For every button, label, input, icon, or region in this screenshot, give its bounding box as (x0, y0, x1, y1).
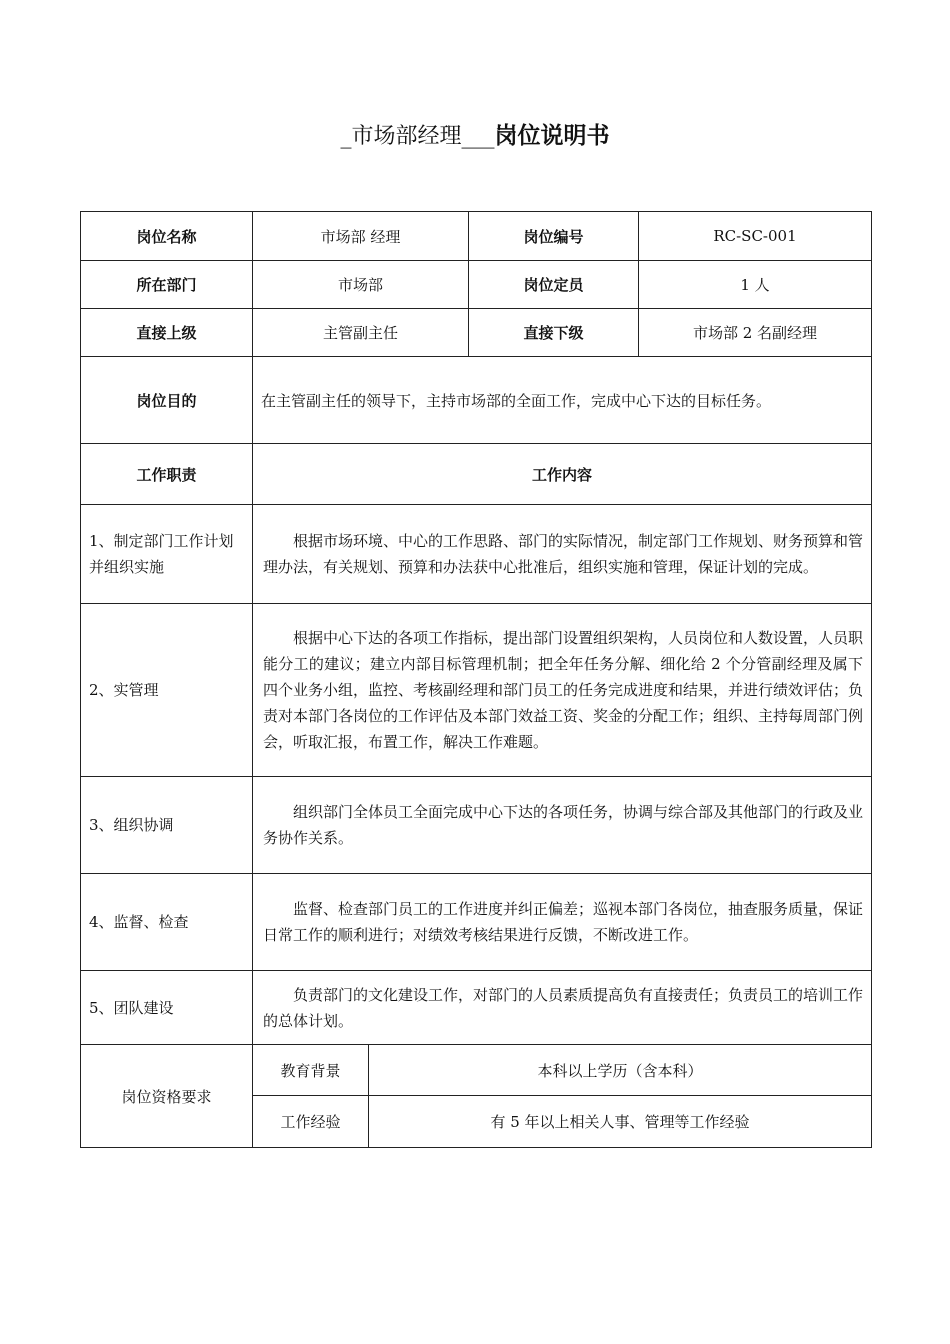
duty-title-2: 2、实管理 (81, 604, 253, 777)
superior-value: 主管副主任 (253, 309, 469, 357)
row-purpose (81, 357, 872, 444)
position-name-value: 市场部 经理 (253, 212, 469, 261)
headcount-label: 岗位定员 (469, 261, 639, 309)
document-title (0, 120, 950, 153)
row-duties-header (81, 444, 872, 505)
title-main: 岗位说明书 (494, 123, 610, 149)
position-code-value: RC-SC-001 (639, 212, 872, 261)
headcount-value: 1 人 (639, 261, 872, 309)
duty-row-2 (81, 604, 872, 777)
duty-row-3 (81, 777, 872, 874)
duty-row-4 (81, 874, 872, 971)
duty-row-5 (81, 971, 872, 1045)
duty-title-3: 3、组织协调 (81, 777, 253, 874)
duty-title-5: 5、团队建设 (81, 971, 253, 1045)
subordinate-value: 市场部 2 名副经理 (639, 309, 872, 357)
duty-content-5: 负责部门的文化建设工作，对部门的人员素质提高负有直接责任；负责员工的培训工作的总体计划。 (253, 971, 872, 1045)
qualification-name-experience: 工作经验 (253, 1096, 369, 1148)
duty-content-4: 监督、检查部门员工的工作进度并纠正偏差；巡视本部门各岗位，抽查服务质量，保证日常工作的顺利进行；对绩效考核结果进行反馈，不断改进工作。 (253, 874, 872, 971)
job-description-table (80, 211, 872, 1148)
duty-content-1: 根据市场环境、中心的工作思路、部门的实际情况，制定部门工作规划、财务预算和管理办法，有关规划、预算和办法获中心批准后，组织实施和管理，保证计划的完成。 (253, 505, 872, 604)
position-name-label: 岗位名称 (81, 212, 253, 261)
superior-label: 直接上级 (81, 309, 253, 357)
row-position-name (81, 212, 872, 261)
title-prefix: _市场部经理___ (340, 124, 495, 149)
qualification-value-experience: 有 5 年以上相关人事、管理等工作经验 (369, 1096, 872, 1148)
qualifications-label: 岗位资格要求 (81, 1045, 253, 1148)
duty-content-3: 组织部门全体员工全面完成中心下达的各项任务，协调与综合部及其他部门的行政及业务协作关系。 (253, 777, 872, 874)
purpose-value: 在主管副主任的领导下，主持市场部的全面工作，完成中心下达的目标任务。 (253, 357, 872, 444)
duty-title-4: 4、监督、检查 (81, 874, 253, 971)
qualification-value-education: 本科以上学历（含本科） (369, 1045, 872, 1096)
duty-header-label: 工作职责 (81, 444, 253, 505)
content-header-label: 工作内容 (253, 444, 872, 505)
subordinate-label: 直接下级 (469, 309, 639, 357)
duty-content-2: 根据中心下达的各项工作指标，提出部门设置组织架构，人员岗位和人数设置，人员职能分工的建议；建立内部目标管理机制；把全年任务分解、细化给 2 个分管副经理及属下四个业务小组，监控、考核副经理和部门员工的任务完成进度和结果，并进行绩效评估；负责对本部门各岗位的工作评估及本部门效益工资、奖金的分配工作；组织、主持每周部门例会，听取汇报，布置工作，解决工作难题。 (253, 604, 872, 777)
qualification-name-education: 教育背景 (253, 1045, 369, 1096)
duty-row-1 (81, 505, 872, 604)
position-code-label: 岗位编号 (469, 212, 639, 261)
qualification-row-education (81, 1045, 872, 1096)
duty-title-1: 1、制定部门工作计划并组织实施 (81, 505, 253, 604)
row-superior (81, 309, 872, 357)
row-department (81, 261, 872, 309)
purpose-label: 岗位目的 (81, 357, 253, 444)
department-value: 市场部 (253, 261, 469, 309)
department-label: 所在部门 (81, 261, 253, 309)
